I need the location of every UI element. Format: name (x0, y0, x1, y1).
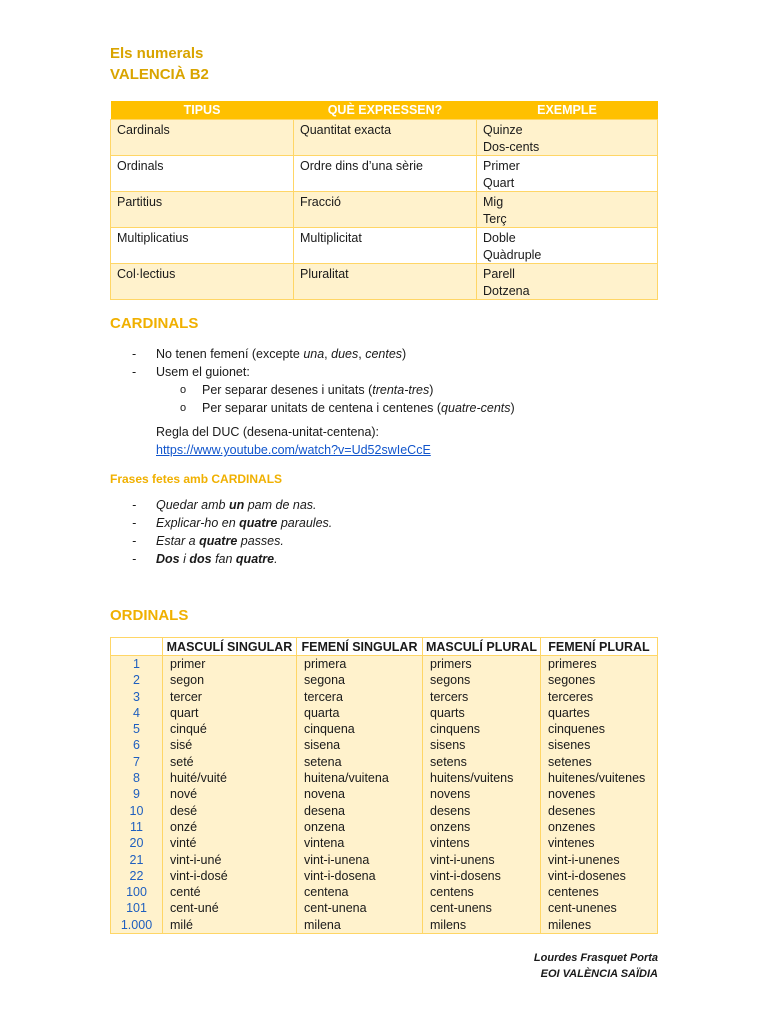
cell-femeni-singular: vint-i-unena (297, 852, 423, 868)
cell-number: 5 (111, 721, 163, 737)
cell-number: 7 (111, 754, 163, 770)
cell-femeni-singular: setena (297, 754, 423, 770)
cell-femeni-plural: centenes (541, 884, 658, 900)
ordinals-table-header (111, 638, 658, 656)
bullet-text: ) (429, 383, 434, 397)
cell-femeni-plural: terceres (541, 689, 658, 705)
table-row (111, 770, 658, 786)
table-row (111, 803, 658, 819)
phrase-bold: quatre (235, 552, 275, 566)
table-row (111, 721, 658, 737)
cell-number: 10 (111, 803, 163, 819)
example-2: Terç (483, 211, 507, 226)
cell-masculi-plural: novens (423, 786, 541, 802)
sub-list (156, 381, 670, 417)
cell-femeni-plural: milenes (541, 917, 658, 934)
cell-exemple (477, 156, 658, 192)
table-row (111, 192, 658, 228)
cell-masculi-singular: quart (163, 705, 297, 721)
cell-masculi-singular: vint-i-uné (163, 852, 297, 868)
phrase-text: Estar a (156, 534, 200, 548)
header-masculi-singular: MASCULÍ SINGULAR (163, 638, 297, 656)
phrase-bold: dos (189, 552, 212, 566)
cell-number: 8 (111, 770, 163, 786)
cell-number: 22 (111, 868, 163, 884)
bullet-text: , (358, 347, 366, 361)
cell-masculi-plural: huitens/vuitens (423, 770, 541, 786)
types-table-header (111, 101, 658, 120)
phrase-bold: quatre (239, 516, 278, 530)
cell-number: 1 (111, 656, 163, 673)
cell-tipus: Col·lectius (111, 264, 294, 300)
cell-number: 20 (111, 835, 163, 851)
cell-masculi-singular: milé (163, 917, 297, 934)
example-1: Primer (483, 159, 520, 173)
example-1: Quinze (483, 123, 523, 137)
cell-masculi-plural: primers (423, 656, 541, 673)
table-row (111, 754, 658, 770)
duc-rule-text: Regla del DUC (desena-unitat-centena): (156, 425, 380, 439)
cell-masculi-singular: onzé (163, 819, 297, 835)
table-row (111, 835, 658, 851)
cell-femeni-singular: sisena (297, 737, 423, 753)
cell-femeni-plural: desenes (541, 803, 658, 819)
bullet-italic: dues (331, 347, 359, 361)
cell-masculi-plural: vint-i-dosens (423, 868, 541, 884)
cell-number: 11 (111, 819, 163, 835)
cell-femeni-singular: huitena/vuitena (297, 770, 423, 786)
phrase-text: i (179, 552, 190, 566)
header-tipus: TIPUS (111, 101, 294, 120)
cell-number: 101 (111, 900, 163, 916)
cell-masculi-plural: sisens (423, 737, 541, 753)
cell-masculi-singular: cent-uné (163, 900, 297, 916)
cell-masculi-singular: centé (163, 884, 297, 900)
header-masculi-plural: MASCULÍ PLURAL (423, 638, 541, 656)
cell-masculi-plural: milens (423, 917, 541, 934)
cell-masculi-singular: segon (163, 672, 297, 688)
cell-femeni-singular: cent-unena (297, 900, 423, 916)
cell-masculi-singular: vint-i-dosé (163, 868, 297, 884)
cell-masculi-plural: onzens (423, 819, 541, 835)
cell-tipus: Multiplicatius (111, 228, 294, 264)
cell-exemple (477, 120, 658, 156)
cell-femeni-plural: cinquenes (541, 721, 658, 737)
list-item (110, 514, 670, 532)
bullet-text: Per separar unitats de centena i centenes ( (202, 401, 442, 415)
bullet-italic: quatre-cents (441, 401, 511, 415)
cell-femeni-singular: primera (297, 656, 423, 673)
cell-expressen: Ordre dins d’una sèrie (294, 156, 477, 192)
table-row (111, 156, 658, 192)
footer-school: EOI VALÈNCIA SAÏDIA (540, 968, 658, 980)
cell-femeni-singular: vint-i-dosena (297, 868, 423, 884)
cell-femeni-singular: vintena (297, 835, 423, 851)
table-row (111, 264, 658, 300)
cell-masculi-plural: cent-unens (423, 900, 541, 916)
cell-expressen: Fracció (294, 192, 477, 228)
list-item (110, 345, 670, 363)
list-item (110, 496, 670, 514)
bullet-text: ) (510, 401, 515, 415)
cell-femeni-singular: tercera (297, 689, 423, 705)
example-1: Mig (483, 195, 504, 209)
table-row (111, 228, 658, 264)
table-row (111, 689, 658, 705)
cell-number: 2 (111, 672, 163, 688)
cell-femeni-singular: milena (297, 917, 423, 934)
list-item (110, 550, 670, 568)
cell-exemple (477, 192, 658, 228)
table-row (111, 786, 658, 802)
table-row (111, 656, 658, 673)
table-row (111, 868, 658, 884)
cell-masculi-plural: vint-i-unens (423, 852, 541, 868)
ordinals-table-body (111, 656, 658, 934)
header-number (111, 638, 163, 656)
cell-masculi-plural: cinquens (423, 721, 541, 737)
cell-masculi-singular: sisé (163, 737, 297, 753)
header-exemple: EXEMPLE (477, 101, 658, 120)
cell-femeni-plural: setenes (541, 754, 658, 770)
cell-femeni-plural: primeres (541, 656, 658, 673)
table-row (111, 819, 658, 835)
cell-number: 21 (111, 852, 163, 868)
cell-femeni-plural: huitenes/vuitenes (541, 770, 658, 786)
cardinals-list (110, 345, 670, 417)
bullet-text: ) (402, 347, 407, 361)
cell-femeni-singular: onzena (297, 819, 423, 835)
cell-number: 6 (111, 737, 163, 753)
header-femeni-plural: FEMENÍ PLURAL (541, 638, 658, 656)
phrase-text: Quedar amb (156, 498, 229, 512)
cell-femeni-singular: centena (297, 884, 423, 900)
cell-femeni-singular: cinquena (297, 721, 423, 737)
cell-femeni-singular: quarta (297, 705, 423, 721)
frases-list (110, 496, 670, 568)
table-row (111, 917, 658, 934)
cell-exemple (477, 264, 658, 300)
cell-femeni-plural: vintenes (541, 835, 658, 851)
phrase-bold: quatre (199, 534, 238, 548)
cell-masculi-plural: tercers (423, 689, 541, 705)
cell-femeni-plural: sisenes (541, 737, 658, 753)
cell-number: 4 (111, 705, 163, 721)
cell-femeni-plural: cent-unenes (541, 900, 658, 916)
table-row (111, 852, 658, 868)
cell-masculi-singular: huité/vuité (163, 770, 297, 786)
cell-masculi-plural: vintens (423, 835, 541, 851)
phrase-text: passes. (237, 534, 284, 548)
cell-tipus: Ordinals (111, 156, 294, 192)
cell-femeni-plural: onzenes (541, 819, 658, 835)
example-2: Dos-cents (483, 139, 540, 154)
table-row (111, 737, 658, 753)
footer-author: Lourdes Frasquet Porta (533, 952, 658, 964)
cell-expressen: Pluralitat (294, 264, 477, 300)
document-subtitle: VALENCIÀ B2 (110, 66, 209, 83)
cell-expressen: Quantitat exacta (294, 120, 477, 156)
sub-list-item (156, 399, 670, 417)
frases-heading: Frases fetes amb CARDINALS (110, 472, 283, 486)
bullet-text: Per separar desenes i unitats ( (202, 383, 373, 397)
cell-femeni-plural: vint-i-unenes (541, 852, 658, 868)
bullet-italic: trenta-tres (372, 383, 430, 397)
table-row (111, 900, 658, 916)
list-item (110, 532, 670, 550)
cell-expressen: Multiplicitat (294, 228, 477, 264)
cell-femeni-singular: desena (297, 803, 423, 819)
table-row (111, 884, 658, 900)
bullet-italic: centes (365, 347, 403, 361)
cell-tipus: Partitius (111, 192, 294, 228)
cell-femeni-singular: novena (297, 786, 423, 802)
example-1: Doble (483, 231, 516, 245)
bullet-italic: una (303, 347, 325, 361)
cell-femeni-plural: quartes (541, 705, 658, 721)
types-table (110, 101, 658, 300)
cell-femeni-plural: novenes (541, 786, 658, 802)
example-2: Dotzena (483, 283, 530, 298)
phrase-text: Explicar-ho en (156, 516, 240, 530)
sub-list-item (156, 381, 670, 399)
example-1: Parell (483, 267, 515, 281)
cell-number: 100 (111, 884, 163, 900)
phrase-text: . (274, 552, 278, 566)
phrase-bold: un (228, 498, 245, 512)
document-title: Els numerals (110, 45, 204, 62)
phrase-bold: Dos (156, 552, 180, 566)
table-row (111, 705, 658, 721)
phrase-text: paraules. (277, 516, 333, 530)
example-2: Quart (483, 175, 515, 190)
cardinals-heading: CARDINALS (110, 315, 199, 332)
cell-masculi-plural: centens (423, 884, 541, 900)
cell-masculi-singular: nové (163, 786, 297, 802)
cell-masculi-singular: vinté (163, 835, 297, 851)
example-2: Quàdruple (483, 247, 542, 262)
cell-masculi-singular: cinqué (163, 721, 297, 737)
cell-number: 3 (111, 689, 163, 705)
list-item (110, 363, 670, 417)
cell-exemple (477, 228, 658, 264)
cell-number: 9 (111, 786, 163, 802)
youtube-link[interactable]: https://www.youtube.com/watch?v=Ud52swIeCcE (156, 443, 431, 457)
cell-number: 1.000 (111, 917, 163, 934)
cell-masculi-singular: seté (163, 754, 297, 770)
header-femeni-singular: FEMENÍ SINGULAR (297, 638, 423, 656)
table-row (111, 672, 658, 688)
ordinals-heading: ORDINALS (110, 607, 189, 624)
phrase-text: fan (211, 552, 236, 566)
cell-masculi-plural: setens (423, 754, 541, 770)
cell-femeni-plural: segones (541, 672, 658, 688)
phrase-text: pam de nas. (244, 498, 317, 512)
cell-masculi-singular: desé (163, 803, 297, 819)
bullet-text: , (324, 347, 332, 361)
cell-tipus: Cardinals (111, 120, 294, 156)
cell-masculi-plural: segons (423, 672, 541, 688)
cell-masculi-singular: tercer (163, 689, 297, 705)
header-expressen: QUÈ EXPRESSEN? (294, 101, 477, 120)
cell-femeni-singular: segona (297, 672, 423, 688)
cell-masculi-plural: quarts (423, 705, 541, 721)
cell-masculi-singular: primer (163, 656, 297, 673)
bullet-text: No tenen femení (excepte (156, 347, 304, 361)
cell-femeni-plural: vint-i-dosenes (541, 868, 658, 884)
ordinals-table (110, 637, 658, 934)
cell-masculi-plural: desens (423, 803, 541, 819)
bullet-text: Usem el guionet: (156, 365, 250, 379)
table-row (111, 120, 658, 156)
